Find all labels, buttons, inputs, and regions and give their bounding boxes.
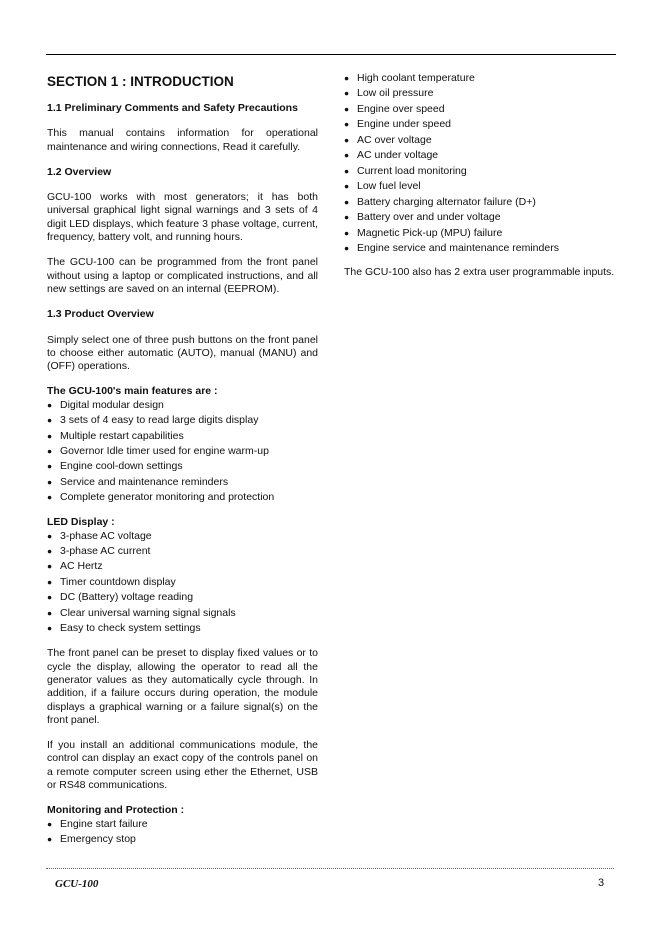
list-item: ● 3-phase AC voltage bbox=[47, 530, 318, 543]
monitoring-list-right bbox=[344, 72, 615, 256]
list-item: ● AC under voltage bbox=[344, 149, 615, 162]
list-item: ● 3-phase AC current bbox=[47, 545, 318, 558]
list-item: ● 3 sets of 4 easy to read large digits display bbox=[47, 414, 318, 427]
front-panel-paragraph: The front panel can be preset to display fixed values or to cycle the display, allowing the operator to read all the generator values as they automatically cycle through. In addition, if a failure occurs during operation, the module displays a graphical warning or a failure signal(s) on the front panel. bbox=[47, 647, 318, 726]
list-item: ● Emergency stop bbox=[47, 833, 318, 846]
list-item: ● Low oil pressure bbox=[344, 87, 615, 100]
list-item: ● Multiple restart capabilities bbox=[47, 430, 318, 443]
led-display-list bbox=[47, 530, 318, 636]
section-title: SECTION 1 : INTRODUCTION bbox=[47, 74, 234, 89]
list-item: ● Battery over and under voltage bbox=[344, 211, 615, 224]
heading-1-1: 1.1 Preliminary Comments and Safety Precautions bbox=[47, 102, 298, 114]
list-item: ● Battery charging alternator failure (D+) bbox=[344, 196, 615, 209]
list-item: ● Service and maintenance reminders bbox=[47, 476, 318, 489]
list-item: ● Timer countdown display bbox=[47, 576, 318, 589]
list-item: ● Low fuel level bbox=[344, 180, 615, 193]
list-item: ● Engine over speed bbox=[344, 103, 615, 116]
list-item: ● Clear universal warning signal signals bbox=[47, 607, 318, 620]
page-number: 3 bbox=[598, 877, 605, 889]
footer-product-name: GCU-100 bbox=[55, 878, 99, 890]
list-item: ● AC over voltage bbox=[344, 134, 615, 147]
paragraph-1-1: This manual contains information for operational maintenance and wiring connections, Read it carefully. bbox=[47, 127, 318, 153]
footer-rule bbox=[46, 868, 614, 869]
list-item: ● Governor Idle timer used for engine warm-up bbox=[47, 445, 318, 458]
paragraph-1-2-b: The GCU-100 can be programmed from the front panel without using a laptop or complicated instructions, and all new settings are saved on an internal (EEPROM). bbox=[47, 256, 318, 295]
list-item: ● High coolant temperature bbox=[344, 72, 615, 85]
features-label: The GCU-100's main features are : bbox=[47, 385, 218, 398]
list-item: ● Engine cool-down settings bbox=[47, 460, 318, 473]
list-item: ● Magnetic Pick-up (MPU) failure bbox=[344, 227, 615, 240]
monitoring-label: Monitoring and Protection : bbox=[47, 804, 185, 817]
list-item: ● Engine under speed bbox=[344, 118, 615, 131]
list-item: ● Current load monitoring bbox=[344, 165, 615, 178]
list-item: ● Easy to check system settings bbox=[47, 622, 318, 635]
heading-1-3: 1.3 Product Overview bbox=[47, 308, 154, 321]
paragraph-1-2-a: GCU-100 works with most generators; it has both universal graphical light signal warnings and 3 sets of 4 digit LED displays, which feature 3 phase voltage, current, frequency, battery volt, and running hours. bbox=[47, 191, 318, 244]
heading-1-2: 1.2 Overview bbox=[47, 165, 112, 178]
list-item: ● Engine start failure bbox=[47, 818, 318, 831]
list-item: ● Engine service and maintenance reminders bbox=[344, 242, 615, 255]
left-column bbox=[47, 72, 318, 848]
monitoring-list-left bbox=[47, 818, 318, 847]
list-item: ● DC (Battery) voltage reading bbox=[47, 591, 318, 604]
comms-paragraph: If you install an additional communications module, the control can display an exact copy of the controls panel on a remote computer screen using ether the Ethernet, USB or RS48 communications. bbox=[47, 739, 318, 791]
list-item: ● AC Hertz bbox=[47, 560, 318, 573]
paragraph-1-3: Simply select one of three push buttons on the front panel to choose either automatic (AUTO), manual (MANU) and (OFF) operations. bbox=[47, 333, 318, 373]
led-display-label: LED Display : bbox=[47, 516, 115, 529]
extra-inputs-paragraph: The GCU-100 also has 2 extra user programmable inputs. bbox=[344, 265, 615, 278]
header-rule bbox=[46, 54, 616, 55]
right-column bbox=[344, 72, 615, 279]
list-item: ● Complete generator monitoring and protection bbox=[47, 491, 318, 504]
features-list bbox=[47, 399, 318, 505]
list-item: ● Digital modular design bbox=[47, 399, 318, 412]
